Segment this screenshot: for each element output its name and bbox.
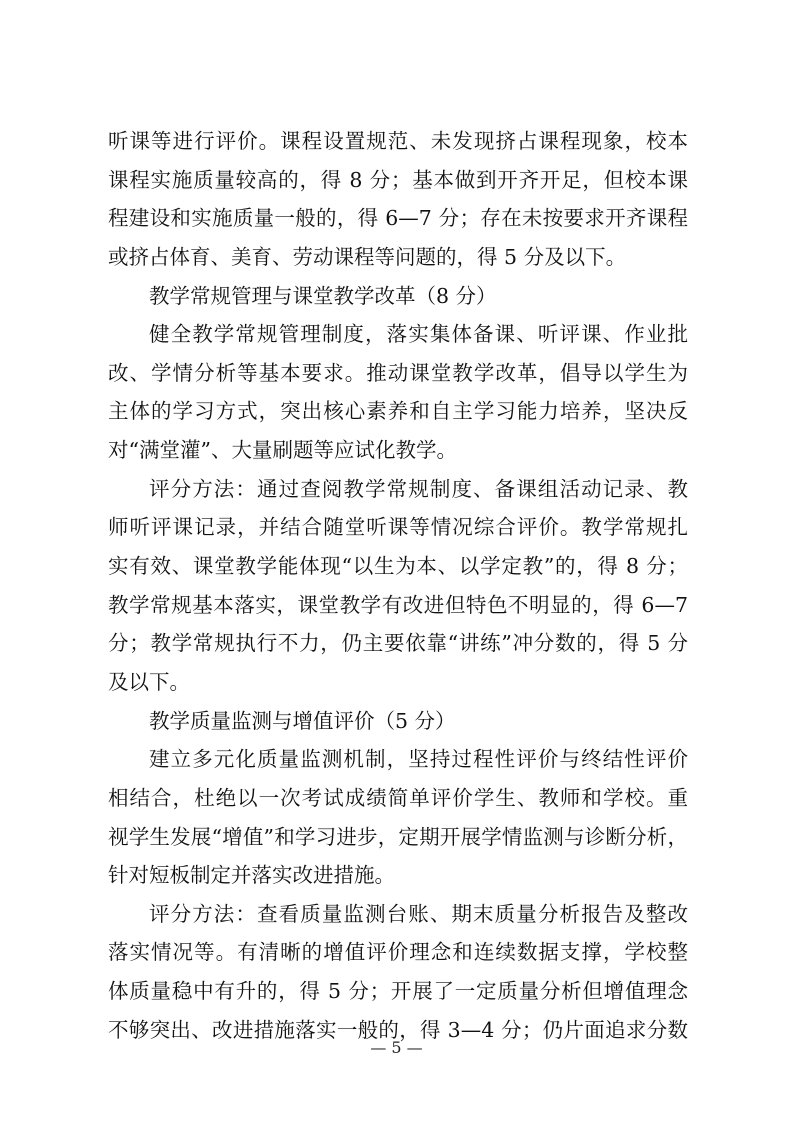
text-line: 分；教学常规执行不力，仍主要依靠“讲练”冲分数的，得 5 分 <box>108 631 688 656</box>
text-line: 课程实施质量较高的，得 8 分；基本做到开齐开足，但校本课 <box>108 167 688 192</box>
text-line: 健全教学常规管理制度，落实集体备课、听评课、作业批 <box>149 322 688 347</box>
body-text <box>108 122 688 1049</box>
text-line: 对“满堂灌”、大量刷题等应试化教学。 <box>108 438 457 463</box>
text-line: 落实情况等。有清晰的增值评价理念和连续数据支撑，学校整 <box>108 940 688 965</box>
text-line: 评分方法：查看质量监测台账、期末质量分析报告及整改 <box>149 901 688 926</box>
page-number: — 5 — <box>370 1038 423 1057</box>
text-line: 教学常规基本落实，课堂教学有改进但特色不明显的，得 6—7 <box>108 592 688 617</box>
text-line: 评分方法：通过查阅教学常规制度、备课组活动记录、教 <box>149 476 688 501</box>
text-line: 针对短板制定并落实改进措施。 <box>108 863 395 888</box>
section-heading: 教学质量监测与增值评价（5 分） <box>149 708 456 733</box>
text-line: 建立多元化质量监测机制，坚持过程性评价与终结性评价 <box>149 747 688 772</box>
text-line: 或挤占体育、美育、劳动课程等问题的，得 5 分及以下。 <box>108 244 627 269</box>
text-line: 相结合，杜绝以一次考试成绩简单评价学生、教师和学校。重 <box>108 785 688 810</box>
text-line: 实有效、课堂教学能体现“以生为本、以学定教”的，得 8 分； <box>108 554 688 579</box>
text-line: 程建设和实施质量一般的，得 6—7 分；存在未按要求开齐课程 <box>108 206 688 231</box>
section-heading: 教学常规管理与课堂教学改革（8 分） <box>149 283 497 308</box>
text-line: 师听评课记录，并结合随堂听课等情况综合评价。教学常规扎 <box>108 515 688 540</box>
text-line: 主体的学习方式，突出核心素养和自主学习能力培养，坚决反 <box>108 399 688 424</box>
text-line: 不够突出、改进措施落实一般的，得 3—4 分；仍片面追求分数 <box>108 1017 688 1042</box>
text-line: 体质量稳中有升的，得 5 分；开展了一定质量分析但增值理念 <box>108 979 688 1004</box>
text-line: 视学生发展“增值”和学习进步，定期开展学情监测与诊断分析， <box>108 824 688 849</box>
text-line: 听课等进行评价。课程设置规范、未发现挤占课程现象，校本 <box>108 129 688 153</box>
text-line: 及以下。 <box>108 669 190 694</box>
text-line: 改、学情分析等基本要求。推动课堂教学改革，倡导以学生为 <box>108 360 688 385</box>
